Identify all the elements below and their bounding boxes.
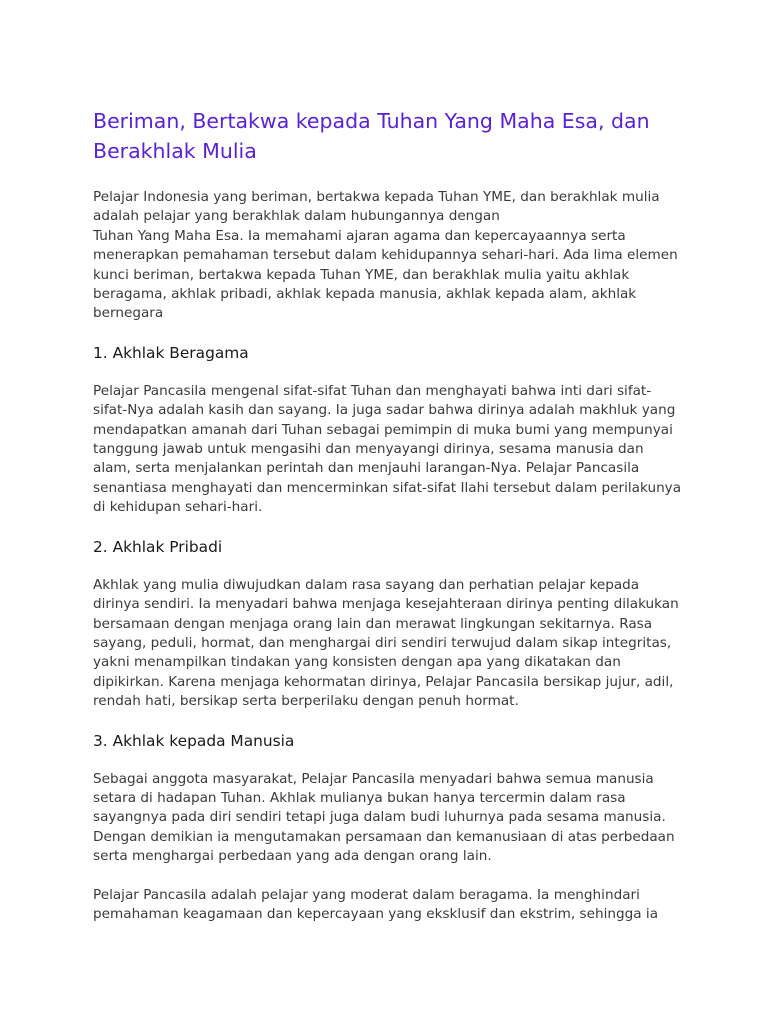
section-heading-akhlak-beragama: 1. Akhlak Beragama [93,343,249,362]
text-line: yakni menampilkan tindakan yang konsisten dengan apa yang dikatakan dan [93,654,621,671]
text-line: Pelajar Pancasila mengenal sifat-sifat Tuhan dan menghayati bahwa inti dari sifat- [93,382,652,399]
text-line: serta menghargai perbedaan yang ada dengan orang lain. [93,848,492,865]
text-line: rendah hati, bersikap serta berperilaku dengan penuh hormat. [93,693,519,710]
text-line: dirinya sendiri. Ia menyadari bahwa menjaga kesejahteraan dirinya penting dilakukan [93,596,679,613]
text-line: bernegara [93,305,164,322]
section-heading-akhlak-kepada-manusia: 3. Akhlak kepada Manusia [93,731,295,750]
text-line: dipikirkan. Karena menjaga kehormatan dirinya, Pelajar Pancasila bersikap jujur, adil, [93,673,674,690]
text-line: Tuhan Yang Maha Esa. Ia memahami ajaran agama dan kepercayaannya serta [93,227,626,244]
text-line: pemahaman keagamaan dan kepercayaan yang eksklusif dan ekstrim, sehingga ia [93,905,659,922]
text-line: sifat-Nya adalah kasih dan sayang. Ia juga sadar bahwa dirinya adalah makhluk yang [93,402,676,419]
text-line: setara di hadapan Tuhan. Akhlak mulianya bukan hanya tercermin dalam rasa [93,789,626,806]
text-line: di kehidupan sehari-hari. [93,499,263,516]
text-line: Sebagai anggota masyarakat, Pelajar Pancasila menyadari bahwa semua manusia [93,770,654,787]
text-line: beragama, akhlak pribadi, akhlak kepada manusia, akhlak kepada alam, akhlak [93,286,637,303]
text-line: adalah pelajar yang berakhlak dalam hubungannya dengan [93,208,500,225]
text-line: senantiasa menghayati dan mencerminkan sifat-sifat Ilahi tersebut dalam perilakunya [93,479,682,496]
text-line: tanggung jawab untuk mengasihi dan menyayangi dirinya, sesama manusia dan [93,441,644,458]
section-paragraph [93,576,708,712]
text-line: mendapatkan amanah dari Tuhan sebagai pemimpin di muka bumi yang mempunyai [93,421,673,438]
section-paragraph [93,382,708,518]
section-paragraph [93,770,708,867]
section-heading-akhlak-pribadi: 2. Akhlak Pribadi [93,537,223,556]
section-paragraph [93,886,708,925]
text-line: sayangnya pada diri sendiri tetapi juga dalam budi luhurnya pada sesama manusia. [93,809,666,826]
text-line: menerapkan pemahaman tersebut dalam kehidupannya sehari-hari. Ada lima elemen [93,247,678,264]
text-line: Akhlak yang mulia diwujudkan dalam rasa sayang dan perhatian pelajar kepada [93,576,640,593]
text-line: alam, serta menjalankan perintah dan menjauhi larangan-Nya. Pelajar Pancasila [93,460,640,477]
text-line: sayang, peduli, hormat, dan menghargai diri sendiri terwujud dalam sikap integritas, [93,634,672,651]
intro-paragraph [93,188,708,324]
text-line: Pelajar Pancasila adalah pelajar yang moderat dalam beragama. Ia menghindari [93,886,640,903]
text-line: bersamaan dengan menjaga orang lain dan merawat lingkungan sekitarnya. Rasa [93,615,653,632]
document-title: Beriman, Bertakwa kepada Tuhan Yang Maha Esa, dan Berakhlak Mulia [93,109,650,163]
text-line: kunci beriman, bertakwa kepada Tuhan YME, dan berakhlak mulia yaitu akhlak [93,266,630,283]
text-line: Pelajar Indonesia yang beriman, bertakwa kepada Tuhan YME, dan berakhlak mulia [93,189,660,205]
text-line: Dengan demikian ia mengutamakan persamaan dan kemanusiaan di atas perbedaan [93,828,675,845]
